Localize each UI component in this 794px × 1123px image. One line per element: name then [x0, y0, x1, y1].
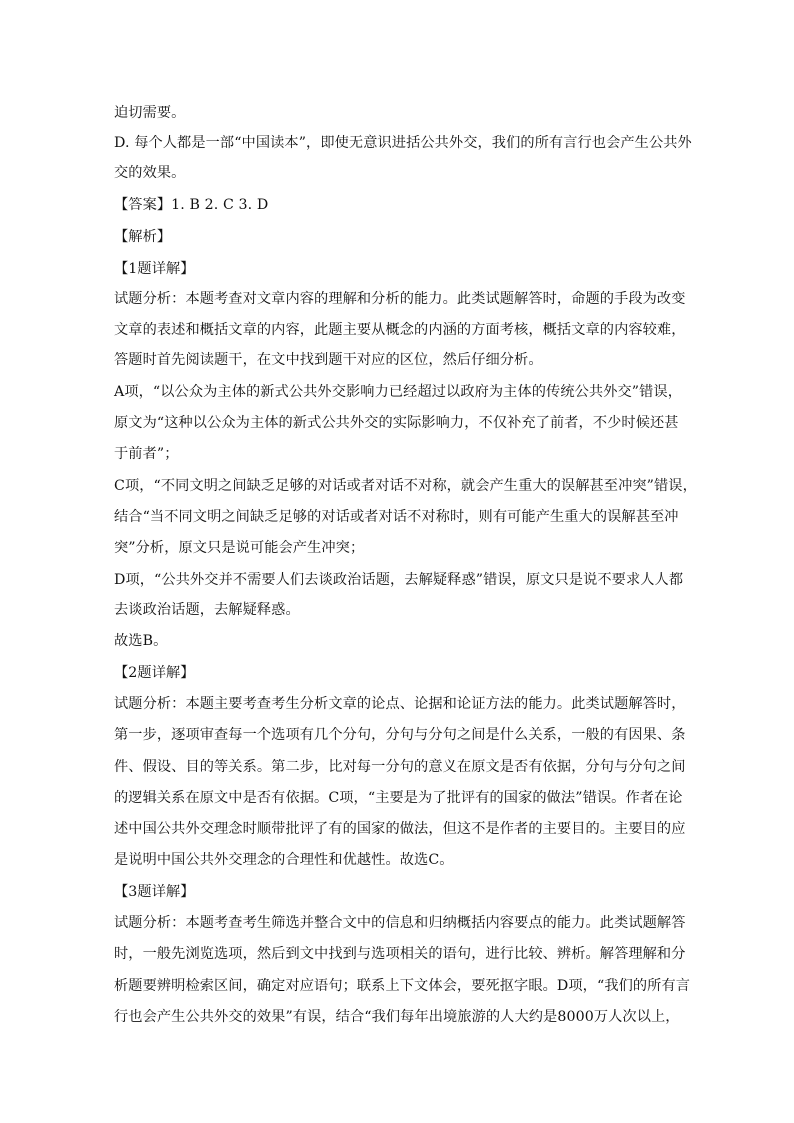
text-line: D. 每个人都是一部“中国读本”，即使无意识进括公共外交，我们的所有言行也会产生公共外	[114, 135, 692, 151]
text-line: 原文为“这种以公众为主体的新式公共外交的实际影响力，不仅补充了前者，不少时候还甚	[114, 415, 679, 431]
section-heading: 【解析】	[114, 229, 172, 245]
text-line: 去谈政治话题，去解疑释惑。	[114, 602, 300, 618]
text-line: 交的效果。	[114, 165, 186, 181]
answer-line: 【答案】1. B 2. C 3. D	[114, 197, 269, 213]
text-line: 析题要辨明检索区间，确定对应语句；联系上下文体会，要死抠字眼。D项，“我们的所有言	[114, 978, 691, 994]
text-line: 突”分析，原文只是说可能会产生冲突；	[114, 540, 365, 556]
section-heading: 【3题详解】	[114, 884, 195, 900]
text-line: 述中国公共外交理念时顺带批评了有的国家的做法，但这不是作者的主要目的。主要目的应	[114, 821, 686, 837]
text-line: A项，“以公众为主体的新式公共外交影响力已经超过以政府为主体的传统公共外交”错误，	[114, 384, 682, 400]
text-line: 结合“当不同文明之间缺乏足够的对话或者对话不对称时，则有可能产生重大的误解甚至冲	[114, 509, 679, 525]
text-line: 第一步，逐项审查每一个选项有几个分句，分句与分句之间是什么关系，一般的有因果、条	[114, 727, 686, 743]
text-line: 试题分析：本题考查考生筛选并整合文中的信息和归纳概括内容要点的能力。此类试题解答	[114, 915, 686, 931]
text-line: 试题分析：本题考查对文章内容的理解和分析的能力。此类试题解答时，命题的手段为改变	[114, 291, 686, 307]
text-line: 是说明中国公共外交理念的合理性和优越性。故选C。	[114, 852, 454, 868]
section-heading: 【2题详解】	[114, 665, 195, 681]
text-line: C项，“不同文明之间缺乏足够的对话或者对话不对称，就会产生重大的误解甚至冲突”错误，	[114, 478, 697, 494]
section-heading: 【1题详解】	[114, 261, 195, 277]
text-line: 文章的表述和概括文章的内容，此题主要从概念的内涵的方面考核，概括文章的内容较难，	[114, 322, 686, 338]
text-line: 试题分析：本题主要考查考生分析文章的论点、论据和论证方法的能力。此类试题解答时，	[114, 696, 686, 712]
text-line: 的逻辑关系在原文中是否有依据。C项，“主要是为了批评有的国家的做法”错误。作者在论	[114, 790, 683, 806]
text-line: 于前者”；	[114, 446, 179, 462]
text-line: 时，一般先浏览选项，然后到文中找到与选项相关的语句，进行比较、辨析。解答理解和分	[114, 946, 686, 962]
text-line: 故选B。	[114, 633, 168, 649]
text-line: 行也会产生公共外交的效果”有误，结合“我们每年出境旅游的人大约是8000万人次以上，	[114, 1009, 680, 1025]
text-line: 迫切需要。	[114, 105, 186, 121]
text-line: 答题时首先阅读题干，在文中找到题干对应的区位，然后仔细分析。	[114, 352, 543, 368]
text-line: D项，“公共外交并不需要人们去谈政治话题，去解疑释惑”错误，原文只是说不要求人人都	[114, 572, 684, 588]
text-line: 件、假设、目的等关系。第二步，比对每一分句的意义在原文是否有依据，分句与分句之间	[114, 759, 686, 775]
